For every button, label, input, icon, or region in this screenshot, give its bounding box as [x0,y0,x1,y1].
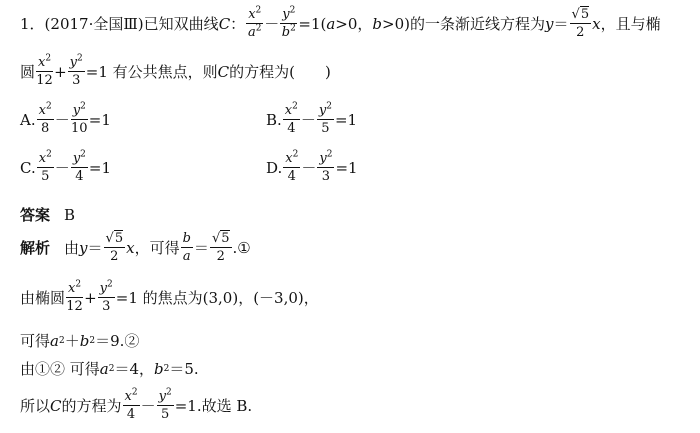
solution-line-2: 由椭圆 $\frac{x^2}{12}$ + $\frac{y^2}{3}$ =1 的焦点为(3,0)，(－3,0)， [20,279,319,314]
fraction-y2-3: $\frac{y^2}{3}$ [69,53,83,88]
fraction-sqrt5-2: $\frac{√5}{2}$ [571,7,590,40]
solution-label: 解析 [20,239,51,257]
solution-line-5: 所以 C 的方程为 $\frac{x^2}{4}$ － $\frac{y^2}{5}$ =1.故选 B. [20,387,253,422]
fraction-x2-12: $\frac{x^2}{12}$ [36,53,53,88]
option-c: C. $\frac{x^2}{5}$ － $\frac{y^2}{4}$ =1 [20,149,112,184]
answer-line [20,204,75,225]
question-line-1: 1． (2017·全国Ⅲ) 已知双曲线 C ： $\frac{x^2}{a^2}$ － $\frac{y^2}{b^2}$ =1( a >0， b >0) 的一条渐近线方程为 y ＝ $\frac{√5}{2}$ x ，且与椭 [20,5,661,40]
answer-value: B [64,205,76,224]
solution-line-3: 可得 a 2 ＋ b 2 ＝9.② [20,331,140,350]
question-number: 1． [20,15,45,33]
option-b: B. $\frac{x^2}{4}$ － $\frac{y^2}{5}$ =1 [266,101,358,136]
option-d: D. $\frac{x^2}{4}$ － $\frac{y^2}{3}$ =1 [266,149,358,184]
solution-line-4: 由①② 可得 a 2 ＝4， b 2 ＝5. [20,359,199,378]
question-line-2: 圆 $\frac{x^2}{12}$ + $\frac{y^2}{3}$ =1 有公共焦点，则 C 的方程为( ) [20,53,331,88]
fraction-y2-b2: $\frac{y^2}{b^2}$ [281,5,296,40]
solution-line-1: 解析 由 y ＝ $\frac{√5}{2}$ x ，可得 $\frac{b}{a}$ ＝ $\frac{√5}{2}$ .① [20,231,251,264]
answer-label: 答案 [20,206,51,224]
option-a: A. $\frac{x^2}{8}$ － $\frac{y^2}{10}$ =1 [20,101,111,136]
question-source: (2017·全国Ⅲ) [44,15,144,33]
fraction-x2-a2: $\frac{x^2}{a^2}$ [247,5,262,40]
